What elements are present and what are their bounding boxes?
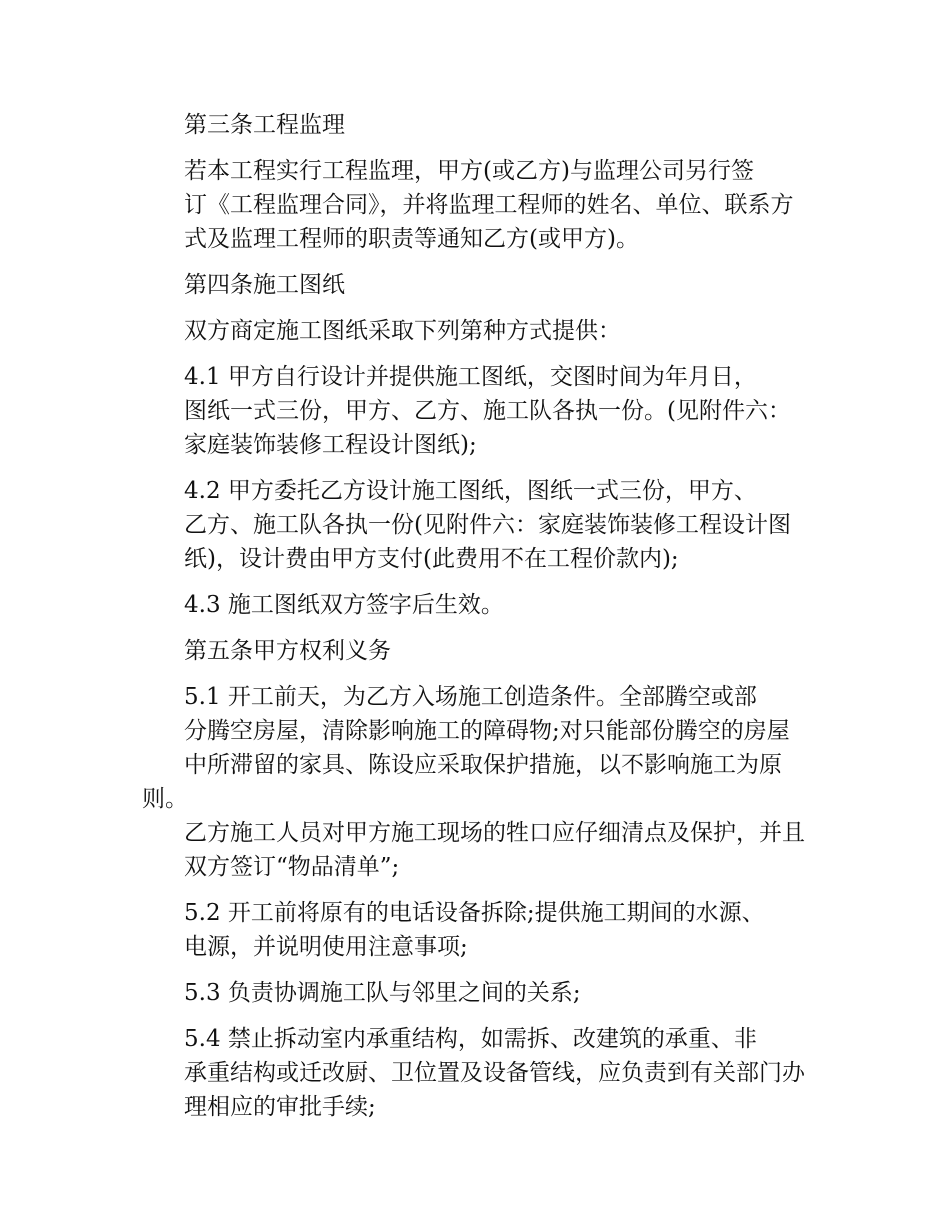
document-paragraph (142, 896, 822, 964)
paragraph-line: 图纸一式三份，甲方、乙方、施工队各执一份。(见附件六： (184, 398, 791, 424)
paragraph-line: 订《工程监理合同》，并将监理工程师的姓名、单位、联系方 (184, 192, 794, 218)
paragraph-line: 第五条甲方权利义务 (184, 638, 391, 664)
paragraph-line: 5.2 开工前将原有的电话设备拆除;提供施工期间的水源、 (184, 900, 765, 926)
paragraph-line: 4.3 施工图纸双方签字后生效。 (184, 592, 504, 618)
paragraph-line: 双方商定施工图纸采取下列第种方式提供： (184, 318, 621, 344)
document-paragraph (142, 1022, 822, 1124)
document-paragraph (142, 268, 822, 302)
document-body (142, 108, 822, 1136)
paragraph-line: 5.1 开工前天，为乙方入场施工创造条件。全部腾空或部 (184, 684, 757, 710)
paragraph-line: 若本工程实行工程监理，甲方(或乙方)与监理公司另行签 (184, 158, 754, 184)
paragraph-line: 电源，并说明使用注意事项; (184, 934, 468, 960)
paragraph-line: 承重结构或迁改厨、卫位置及设备管线，应负责到有关部门办 (184, 1060, 805, 1086)
paragraph-line: 第四条施工图纸 (184, 272, 345, 298)
paragraph-line: 5.3 负责协调施工队与邻里之间的关系; (184, 980, 581, 1006)
document-paragraph (142, 976, 822, 1010)
paragraph-line: 中所滞留的家具、陈设应采取保护措施，以不影响施工为原则。 (142, 752, 782, 812)
document-paragraph (142, 634, 822, 668)
paragraph-line: 双方签订“物品清单”; (184, 854, 400, 880)
paragraph-line: 分腾空房屋，清除影响施工的障碍物;对只能部份腾空的房屋 (184, 718, 790, 744)
paragraph-line: 4.1 甲方自行设计并提供施工图纸，交图时间为年月日， (184, 364, 757, 390)
document-paragraph (142, 154, 822, 256)
document-paragraph (142, 360, 822, 462)
paragraph-line: 理相应的审批手续; (184, 1094, 376, 1120)
document-paragraph (142, 108, 822, 142)
paragraph-line: 家庭装饰装修工程设计图纸); (184, 432, 477, 458)
paragraph-line: 式及监理工程师的职责等通知乙方(或甲方)。 (184, 226, 639, 252)
document-paragraph (142, 314, 822, 348)
document-paragraph (142, 680, 822, 884)
paragraph-line: 乙方施工人员对甲方施工现场的牲口应仔细清点及保护，并且 (184, 820, 805, 846)
paragraph-line: 4.2 甲方委托乙方设计施工图纸，图纸一式三份，甲方、 (184, 478, 757, 504)
document-paragraph (142, 474, 822, 576)
paragraph-line: 5.4 禁止拆动室内承重结构，如需拆、改建筑的承重、非 (184, 1026, 757, 1052)
document-paragraph (142, 588, 822, 622)
paragraph-line: 纸)，设计费由甲方支付(此费用不在工程价款内); (184, 546, 679, 572)
paragraph-line: 乙方、施工队各执一份(见附件六：家庭装饰装修工程设计图 (184, 512, 791, 538)
paragraph-line: 第三条工程监理 (184, 112, 345, 138)
